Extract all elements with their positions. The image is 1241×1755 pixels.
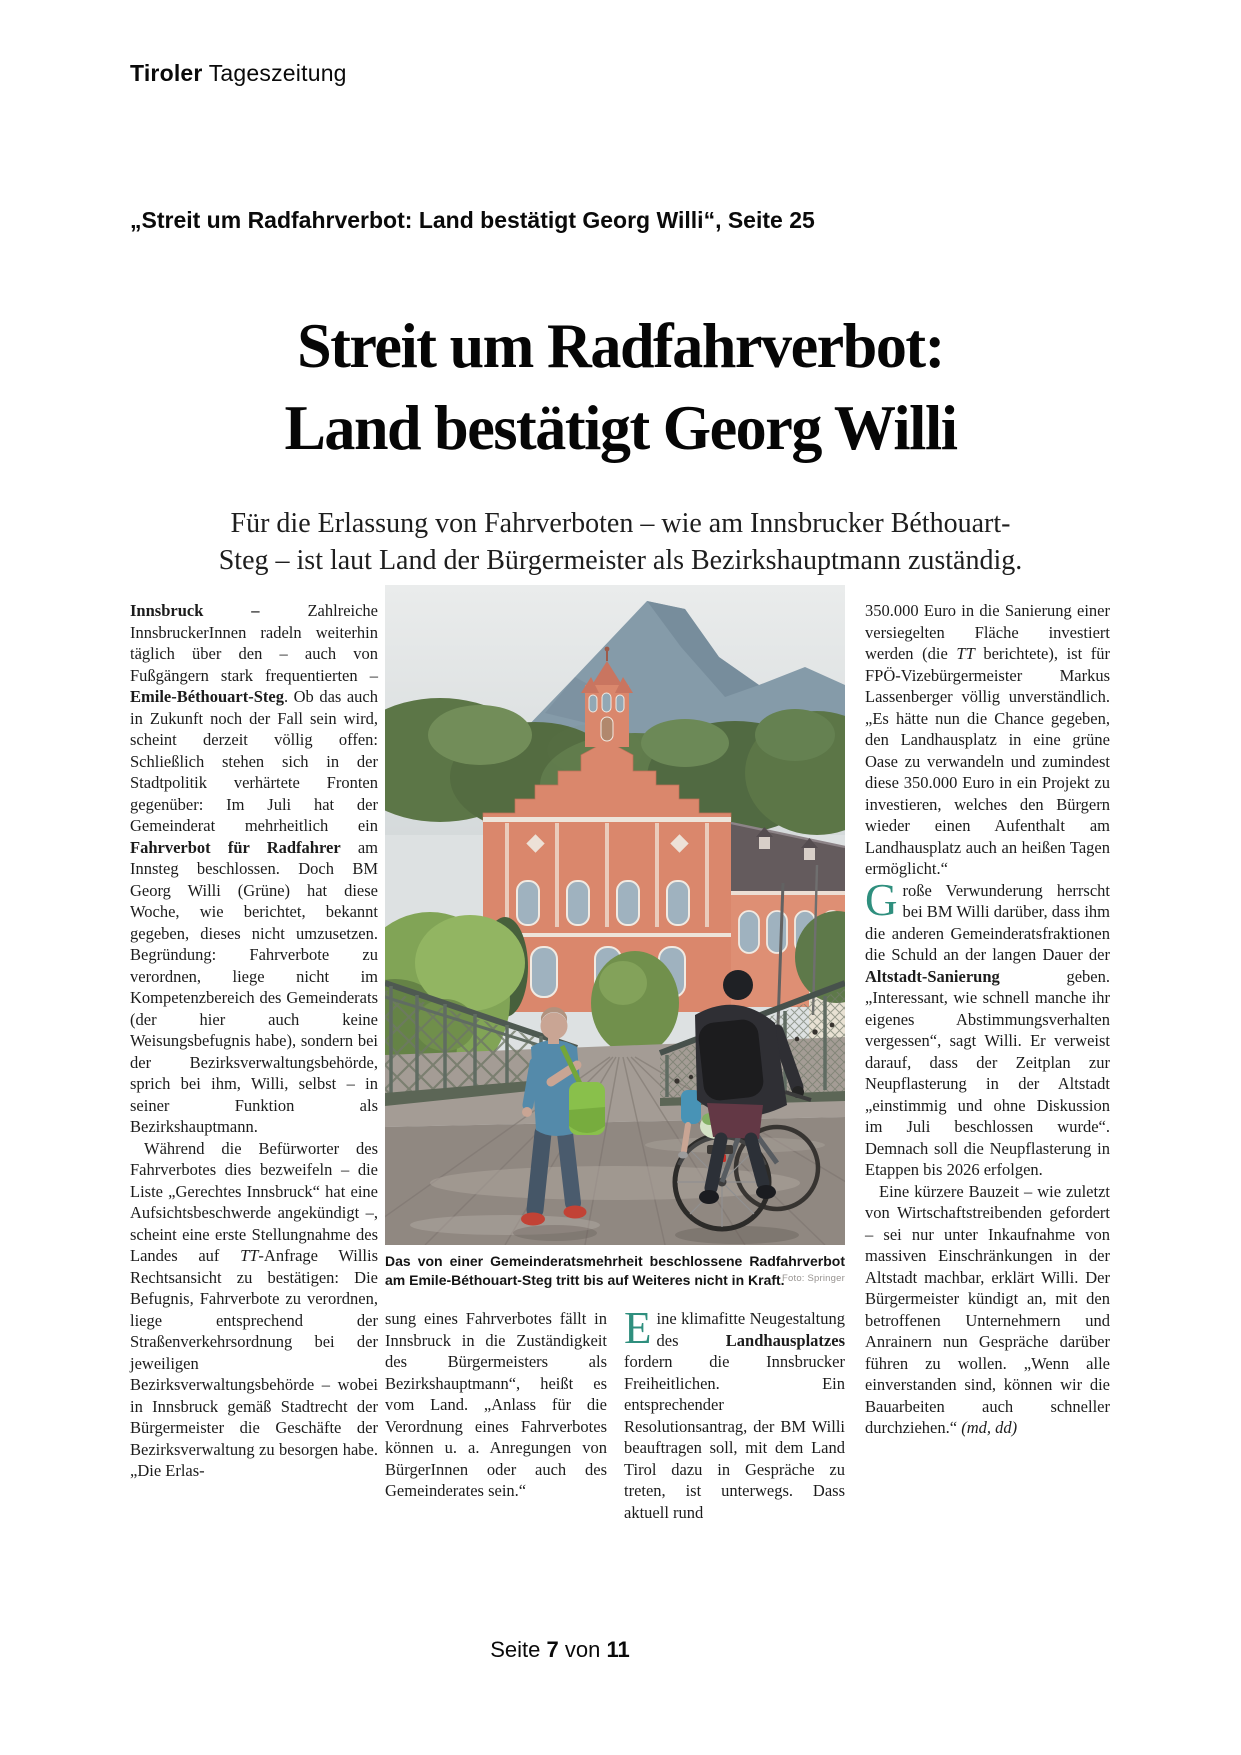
- photo-caption-text: Das von einer Gemeinderatsmehrheit beschlossene Radfahrverbot am Emile-Béthouart-Steg tritt bis auf Weiteres nicht in Kraft.: [385, 1253, 845, 1288]
- dropcap-letter: E: [624, 1303, 652, 1353]
- headline-line-2: Land bestätigt Georg Willi: [284, 392, 957, 463]
- masthead-brand-rest: Tageszeitung: [202, 60, 347, 86]
- dropcap-letter: G: [865, 874, 898, 925]
- body-column-4: 350.000 Euro in die Sanierung einer versiegelten Fläche investiert werden (die TT berichtete), ist für FPÖ-Vizebürgermeister Markus Lassenberger völlig unverständlich. „Es hätte nun die Chance gegeben, den Landhausplatz in eine grüne Oase zu verwandeln und zumindest diese 350.000 Euro in ein Projekt zu investieren, welches den Bürgern wieder einen Aufenthalt am Landhausplatz auch an heißen Tagen ermöglicht.“ Große Verwunderung herrscht bei BM Willi darüber, dass ihm die anderen Gemeinderatsfraktionen die Schuld an der langen Dauer der Altstadt-Sanierung geben. „Interessant, wie schnell manche ihr eigenes Abstimmungsverhalten vergessen“, sagt Willi. Er verweist darauf, dass der Zeitplan zur Neupflasterung in der Altstadt „einstimmig und ohne Diskussion im Juli beschlossen wurde“. Demnach soll die Neupflasterung in Etappen bis 2026 erfolgen. Eine kürzere Bauzeit – wie zuletzt von Wirtschaftstreibenden gefordert – sei nur unter Inkaufnahme von massiven Einschränkungen in der Altstadt machbar, erklärt Willi. Der Bürgermeister kündigt an, mit den betroffenen Unternehmern und Anrainern nun Gespräche darüber führen zu wollen. „Wenn alle einverstanden sind, können wir die Bauarbeiten auch schneller durchziehen.“ (md, dd): [865, 601, 1110, 1437]
- reference-line: „Streit um Radfahrverbot: Land bestätigt Georg Willi“, Seite 25: [130, 207, 815, 233]
- photo-caption: [385, 1252, 845, 1290]
- bridge-photo-illustration: [385, 585, 845, 1245]
- footer-label-prefix: Seite: [490, 1637, 547, 1662]
- body-column-3: Eine klimafitte Neugestaltung des Landhausplatzes fordern die Innsbrucker Freiheitlichen. Ein entsprechender Resolutionsantrag, der BM Willi beauftragen soll, mit dem Land Tirol dazu in Gespräche zu treten, ist unterwegs. Dass aktuell rund: [624, 1303, 845, 1522]
- footer-total-pages: 11: [606, 1637, 630, 1662]
- body-column-1: Innsbruck – Zahlreiche InnsbruckerInnen radeln weiterhin täglich über den – auch von Fußgängern stark frequentierten – Emile-Béthouart-Steg. Ob das auch in Zukunft noch der Fall sein wird, scheint derzeit völlig offen: Schließlich stehen sich in der Stadtpolitik verhärtete Fronten gegenüber: Im Juli hat der Gemeinderat mehrheitlich ein Fahrverbot für Radfahrer am Innsteg beschlossen. Doch BM Georg Willi (Grüne) hat diese Woche, wie berichtet, bekannt gegeben, dieses nicht umzusetzen. Begründung: Fahrverbote zu verordnen, liege nicht im Kompetenzbereich des Gemeinderats (der hier auch keine Weisungsbefugnis habe), sondern bei der Bezirksverwaltungsbehörde, sprich bei ihm, Willi, selbst – in seiner Funktion als Bezirkshauptmann. Während die Befürworter des Fahrverbotes dies bezweifeln – die Liste „Gerechtes Innsbruck“ hat eine Aufsichtsbeschwerde angekündigt –, scheint eine erste Stellungnahme des Landes auf TT-Anfrage Willis Rechtsansicht zu bestätigen: Die Befugnis, Fahrverbote zu verordnen, liege entsprechend der Straßenverkehrsordnung bei der jeweiligen Bezirksverwaltungsbehörde – wobei in Innsbruck gemäß Stadtrecht der Bürgermeister die Geschäfte der Bezirksverwaltung zu besorgen habe. „Die Erlas-: [130, 601, 379, 1480]
- subhead-line-1: Für die Erlassung von Fahrverboten – wie am Innsbrucker Béthouart-: [230, 508, 1011, 539]
- subhead-line-2: Steg – ist laut Land der Bürgermeister als Bezirkshauptmann zuständig.: [218, 545, 1023, 576]
- article-body: [130, 600, 1110, 1600]
- headline-line-1: Streit um Radfahrverbot:: [297, 310, 944, 381]
- article-photo: [385, 585, 845, 1245]
- body-column-2: sung eines Fahrverbotes fällt in Innsbruck in die Zuständigkeit des Bürgermeisters als Bezirkshauptmann“, heißt es vom Land. „Anlass für die Verordnung eines Fahrverbotes können u. a. Anregungen von BürgerInnen oder auch des Gemeinderates sein.“: [385, 1309, 607, 1500]
- masthead-brand-bold: Tiroler: [130, 60, 203, 86]
- photo-credit: Foto: Springer: [782, 1273, 845, 1284]
- page-footer: [0, 1637, 1120, 1663]
- article-subhead: [0, 505, 1241, 579]
- haze-overlay: [385, 585, 845, 1245]
- masthead: [130, 60, 347, 87]
- footer-label-of: von: [558, 1637, 607, 1662]
- article-headline: [0, 305, 1241, 469]
- footer-page-number: 7: [546, 1637, 559, 1662]
